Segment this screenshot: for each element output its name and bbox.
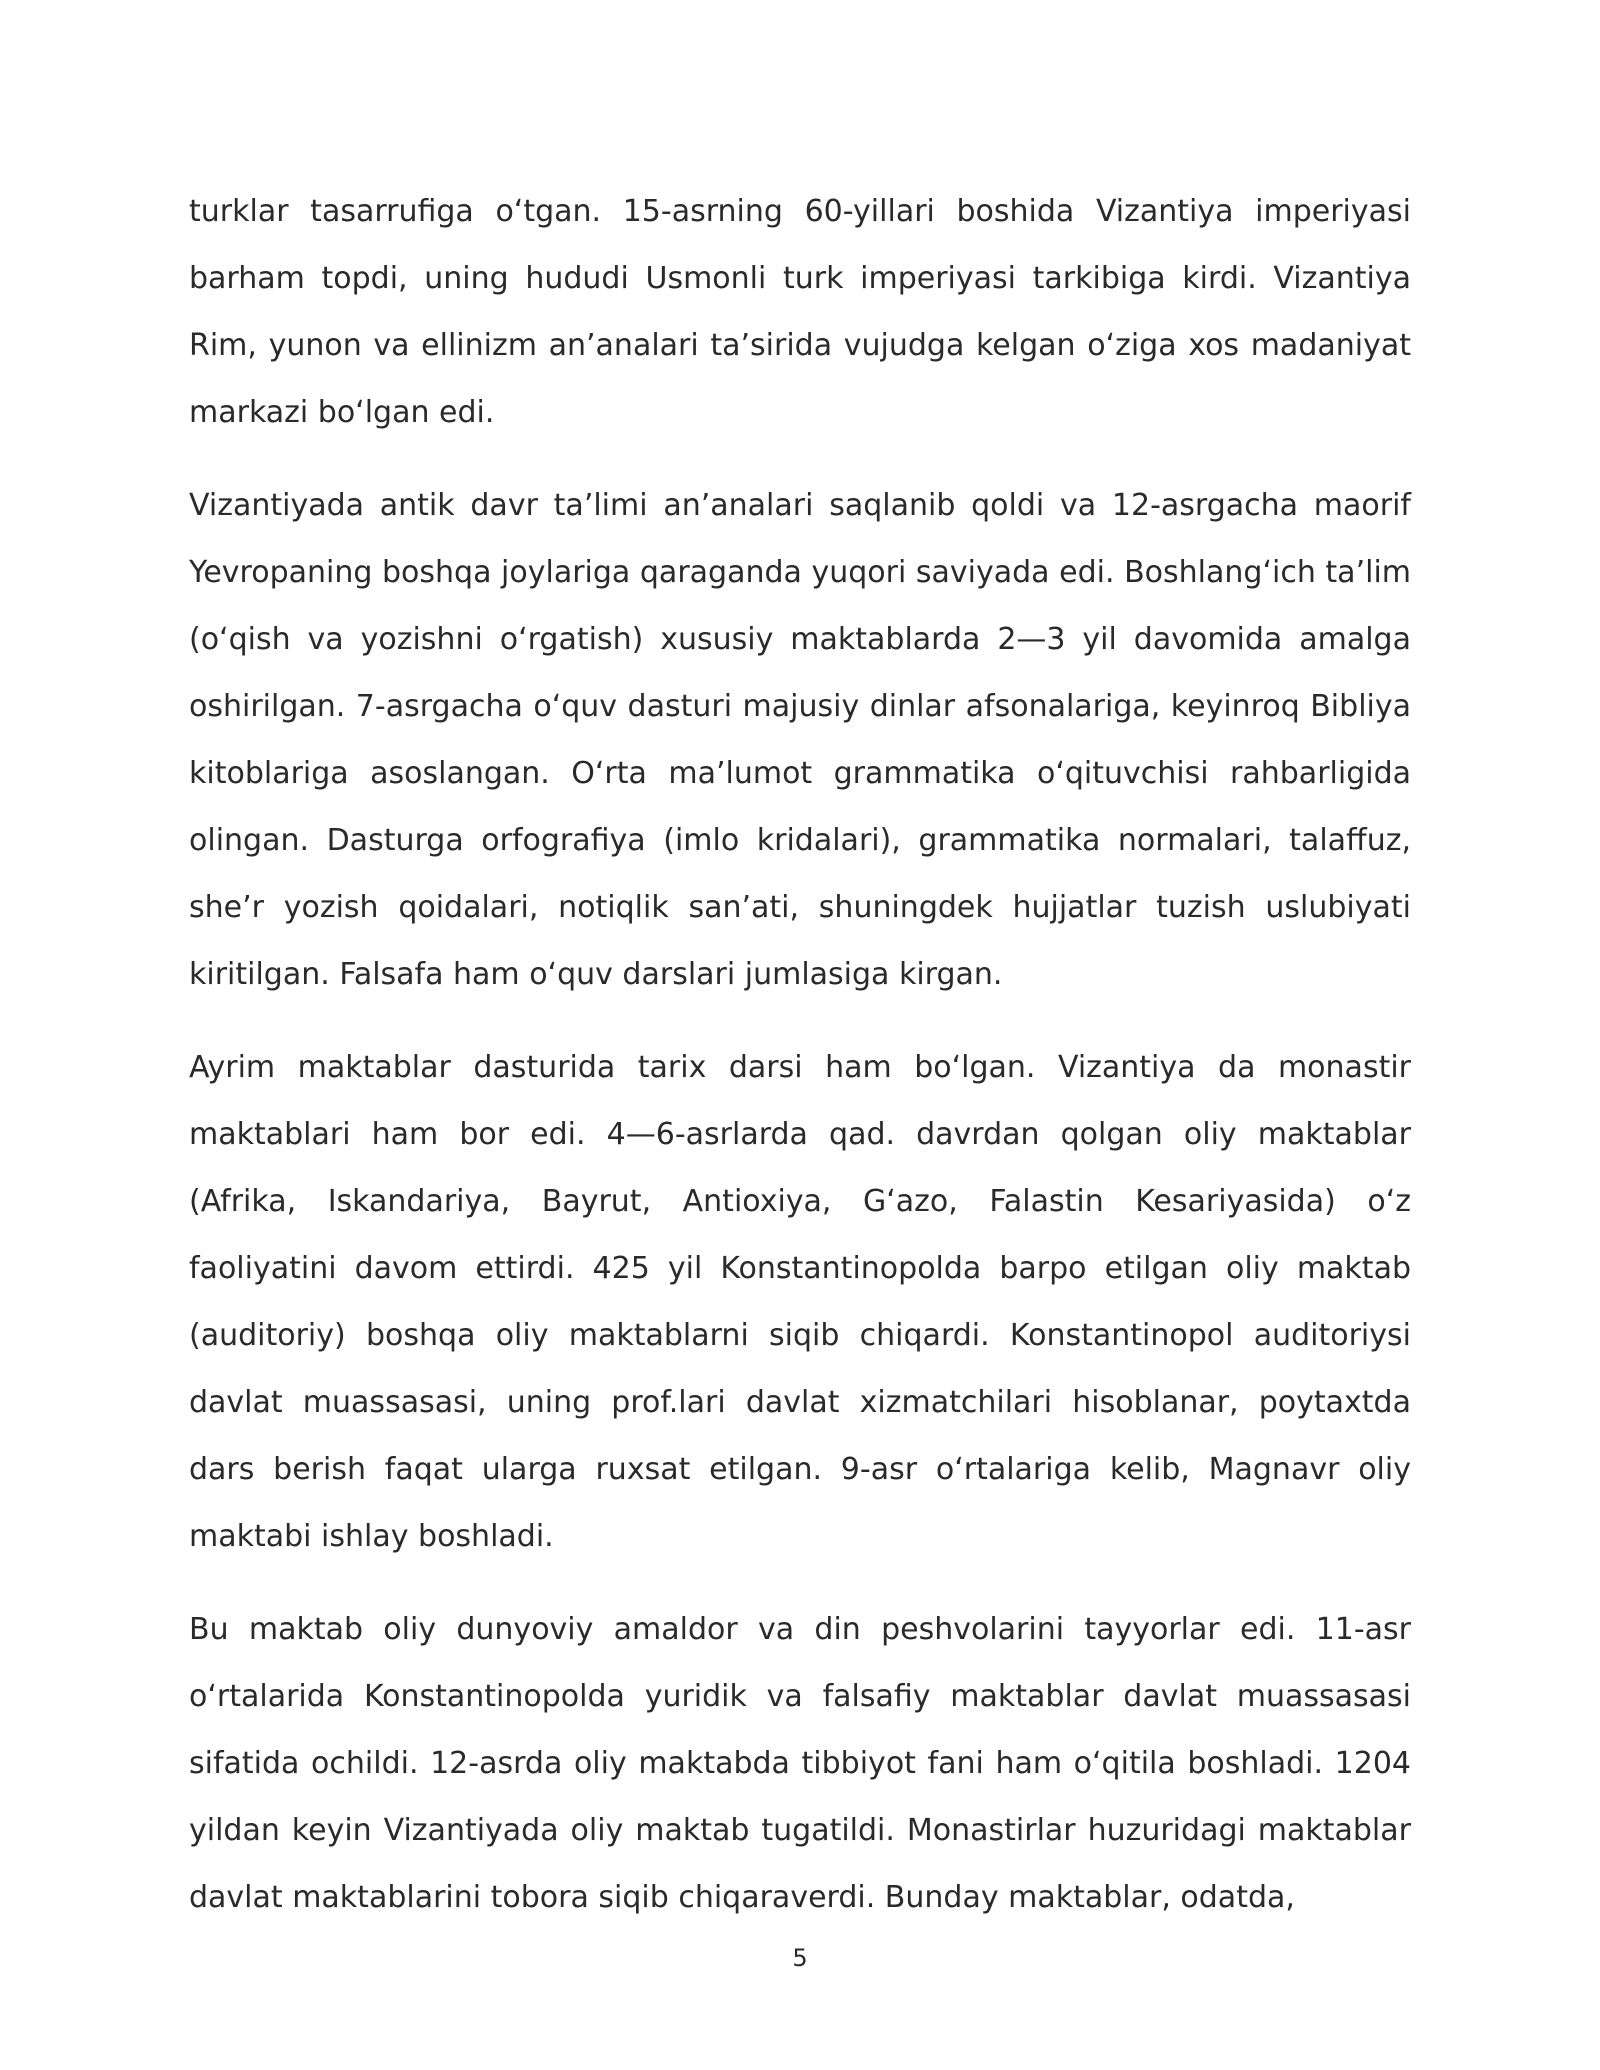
body-text: [189, 178, 1411, 1957]
paragraph: turklar tasarrufiga oʻtgan. 15-asrning 60-yillari boshida Vizantiya imperiyasi barham topdi, uning hududi Usmonli turk imperiyasi tarkibiga kirdi. Vizantiya Rim, yunon va ellinizm an’analari ta’sirida vujudga kelgan oʻziga xos madaniyat markazi boʻlgan edi.: [189, 194, 1411, 430]
paragraph: Bu maktab oliy dunyoviy amaldor va din peshvolarini tayyorlar edi. 11-asr oʻrtalarida Konstantinopolda yuridik va falsafiy maktablar davlat muassasasi sifatida ochildi. 12-asrda oliy maktabda tibbiyot fani ham oʻqitila boshladi. 1204 yildan keyin Vizantiyada oliy maktab tugatildi. Monastirlar huzuridagi maktablar davlat maktablarini tobora siqib chiqaraverdi. Bunday maktablar, odatda,: [189, 1612, 1411, 1915]
page-number: 5: [792, 1944, 808, 1972]
paragraph: Ayrim maktablar dasturida tarix darsi ham boʻlgan. Vizantiya da monastir maktablari ham bor edi. 4—6-asrlarda qad. davrdan qolgan oliy maktablar (Afrika, Iskandariya, Bayrut, Antioxiya, Gʻazo, Falastin Kesariyasida) oʻz faoliyatini davom ettirdi. 425 yil Konstantinopolda barpo etilgan oliy maktab (auditoriy) boshqa oliy maktablarni siqib chiqardi. Konstantinopol auditoriysi davlat muassasasi, uning prof.lari davlat xizmatchilari hisoblanar, poytaxtda dars berish faqat ularga ruxsat etilgan. 9-asr oʻrtalariga kelib, Magnavr oliy maktabi ishlay boshladi.: [189, 1050, 1411, 1554]
paragraph: Vizantiyada antik davr ta’limi an’analari saqlanib qoldi va 12-asrgacha maorif Yevropaning boshqa joylariga qaraganda yuqori saviyada edi. Boshlangʻich ta’lim (oʻqish va yozishni oʻrgatish) xususiy maktablarda 2—3 yil davomida amalga oshirilgan. 7-asrgacha oʻquv dasturi majusiy dinlar afsonalariga, keyinroq Bibliya kitoblariga asoslangan. Oʻrta ma’lumot grammatika oʻqituvchisi rahbarligida olingan. Dasturga orfografiya (imlo kridalari), grammatika normalari, talaffuz, she’r yozish qoidalari, notiqlik san’ati, shuningdek hujjatlar tuzish uslubiyati kiritilgan. Falsafa ham oʻquv darslari jumlasiga kirgan.: [189, 488, 1411, 992]
